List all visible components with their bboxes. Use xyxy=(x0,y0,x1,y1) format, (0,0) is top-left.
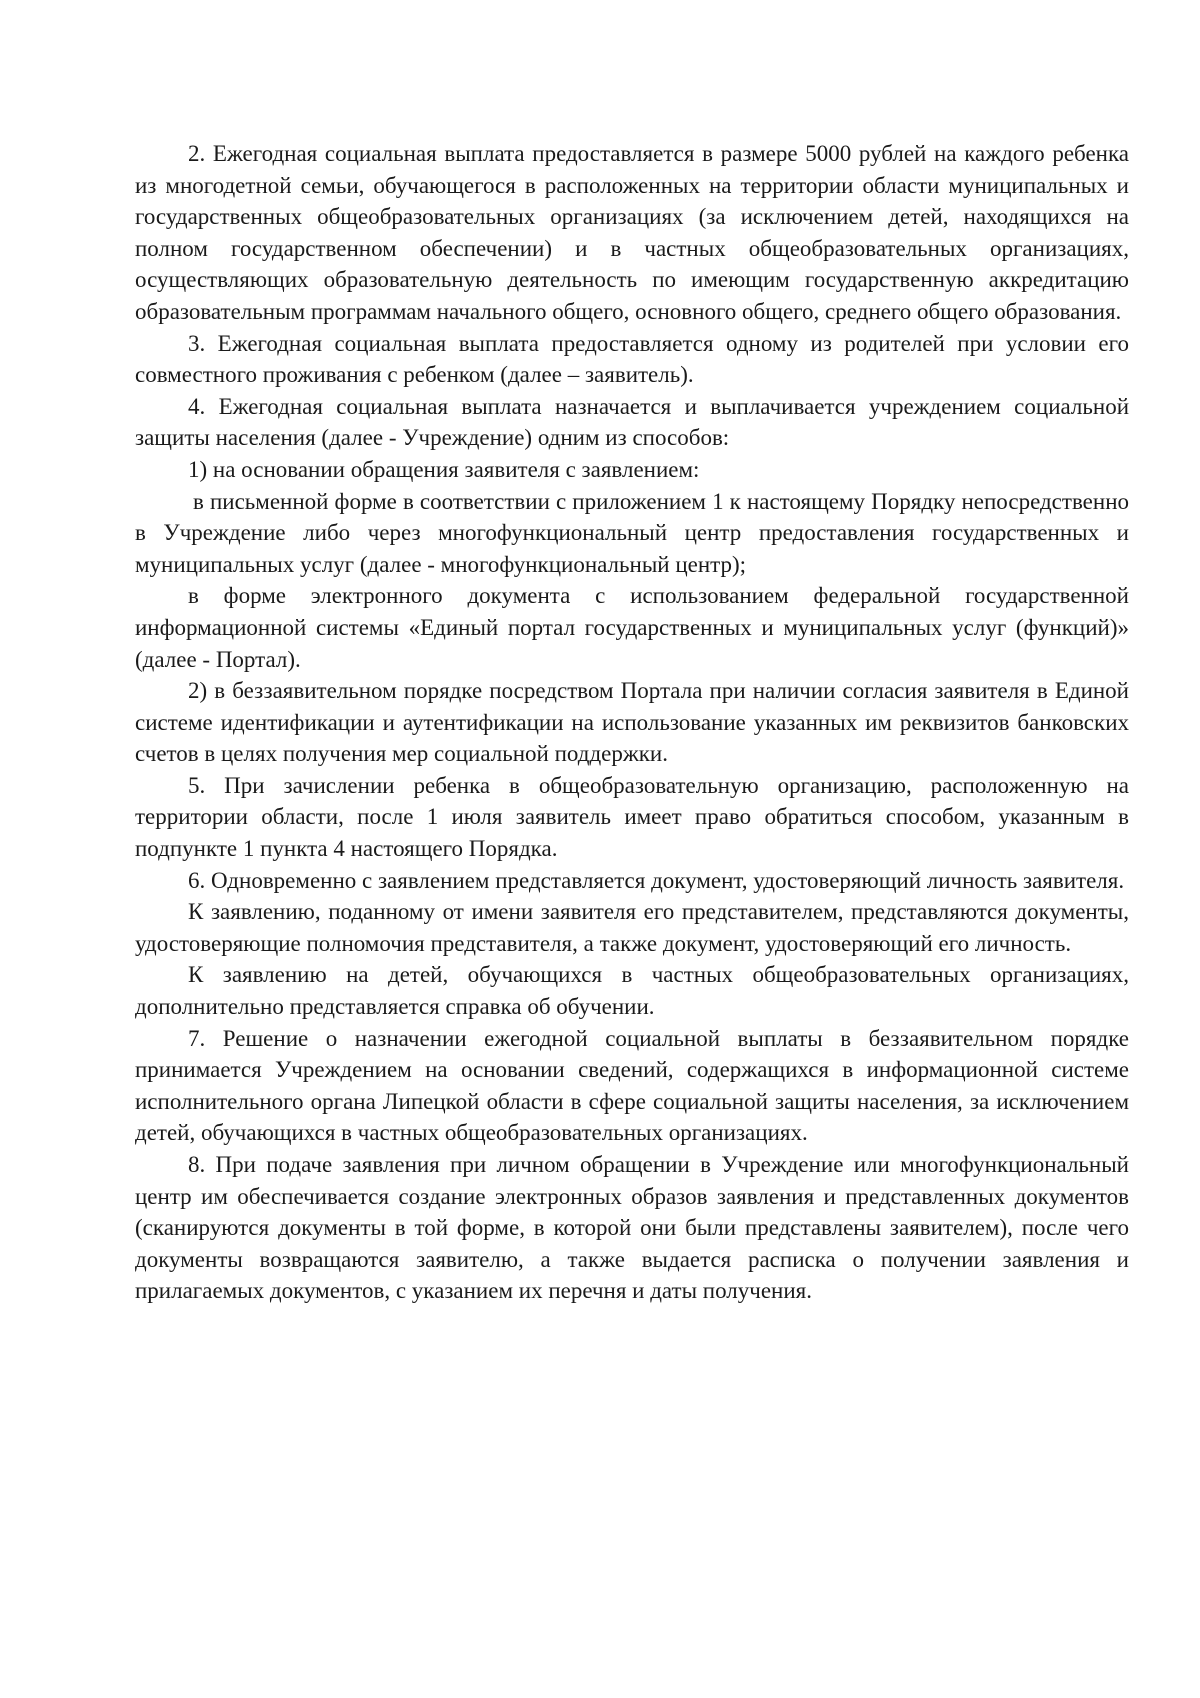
paragraph-4-sub-1-electronic: в форме электронного документа с использованием федеральной государственной информационной системы «Единый портал государственных и муниципальных услуг (функций)» (далее - Портал). xyxy=(135,583,1129,672)
paragraph-4: 4. Ежегодная социальная выплата назначается и выплачивается учреждением социальной защиты населения (далее - Учреждение) одним из способов: xyxy=(135,393,1129,451)
paragraph-6: 6. Одновременно с заявлением представляется документ, удостоверяющий личность заявителя. xyxy=(188,867,1125,893)
paragraph-3: 3. Ежегодная социальная выплата предоставляется одному из родителей при условии его совместного проживания с ребенком (далее – заявитель). xyxy=(135,330,1129,388)
paragraph-6-representative: К заявлению, поданному от имени заявителя его представителем, представляются документы, удостоверяющие полномочия представителя, а также документ, удостоверяющий его личность. xyxy=(135,899,1129,956)
paragraph-4-sub-2: 2) в беззаявительном порядке посредством Портала при наличии согласия заявителя в Единой системе идентификации и аутентификации на использование указанных им реквизитов банковских счетов в целях получения мер социальной поддержки. xyxy=(135,678,1129,767)
paragraph-2: 2. Ежегодная социальная выплата предоставляется в размере 5000 рублей на каждого ребенка из многодетной семьи, обучающегося в расположенных на территории области муниципальных и государственных общеобразовательных организациях (за исключением детей, находящихся на полном государственном обеспечении) и в частных общеобразовательных организациях, осуществляющих образовательную деятельность по имеющим государственную аккредитацию образовательным программам начального общего, основного общего, среднего общего образования. xyxy=(135,141,1129,324)
paragraph-4-sub-1: 1) на основании обращения заявителя с заявлением: xyxy=(188,456,700,482)
paragraph-6-private-schools: К заявлению на детей, обучающихся в частных общеобразовательных организациях, дополнительно представляется справка об обучении. xyxy=(135,962,1129,1020)
paragraph-4-sub-1-written: в письменной форме в соответствии с приложением 1 к настоящему Порядку непосредственно в Учреждение либо через многофункциональный центр предоставления государственных и муниципальных услуг (далее - многофункциональный центр); xyxy=(135,488,1129,577)
paragraph-7: 7. Решение о назначении ежегодной социальной выплаты в беззаявительном порядке принимается Учреждением на основании сведений, содержащихся в информационной системе исполнительного органа Липецкой области в сфере социальной защиты населения, за исключением детей, обучающихся в частных общеобразовательных организациях. xyxy=(135,1025,1129,1146)
document-body xyxy=(135,138,1129,1307)
paragraph-5: 5. При зачислении ребенка в общеобразовательную организацию, расположенную на территории области, после 1 июля заявитель имеет право обратиться способом, указанным в подпункте 1 пункта 4 настоящего Порядка. xyxy=(135,772,1129,862)
paragraph-8: 8. При подаче заявления при личном обращении в Учреждение или многофункциональный центр им обеспечивается создание электронных образов заявления и представленных документов (сканируются документы в той форме, в которой они были представлены заявителем), после чего документы возвращаются заявителю, а также выдается расписка о получении заявления и прилагаемых документов, с указанием их перечня и даты получения. xyxy=(135,1152,1129,1304)
